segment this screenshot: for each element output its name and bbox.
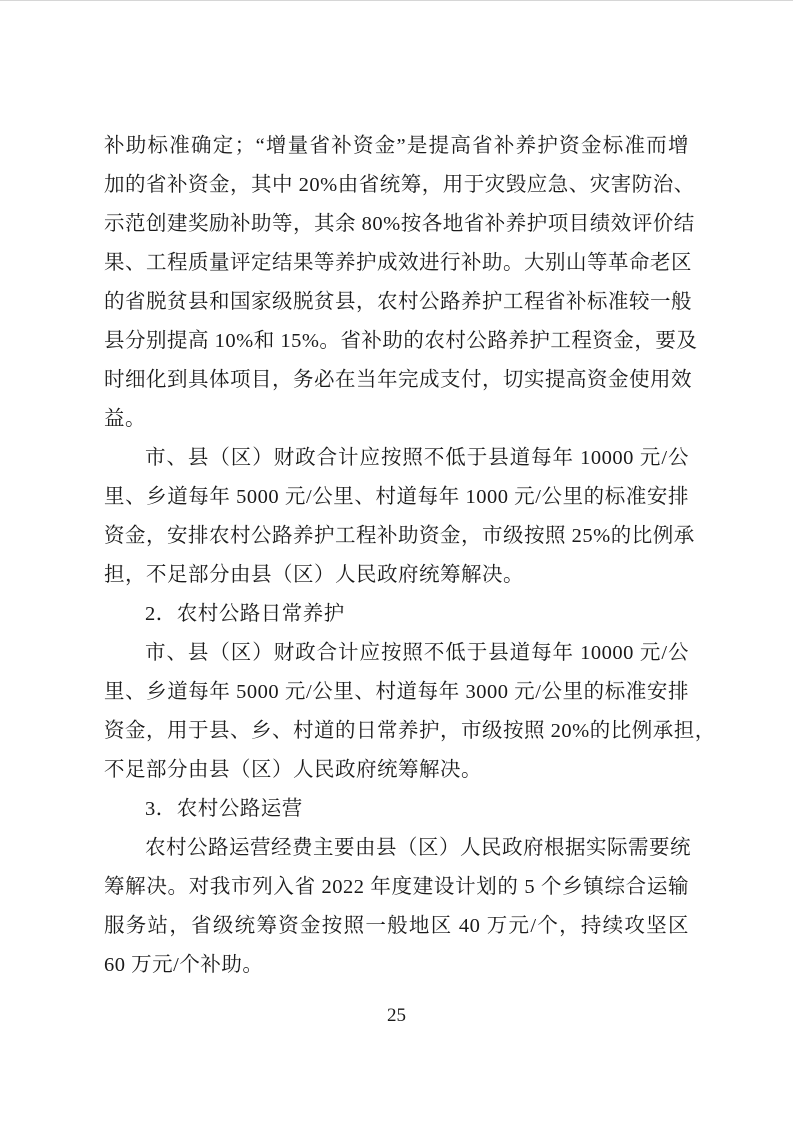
text-line: 加的省补资金，其中 20%由省统筹，用于灾毁应急、灾害防治、 [104, 174, 695, 196]
section-heading-3: 3．农村公路运营 [145, 798, 303, 820]
section-heading-2: 2．农村公路日常养护 [145, 603, 345, 625]
text-line: 里、乡道每年 5000 元/公里、村道每年 1000 元/公里的标准安排 [104, 486, 689, 508]
text-line: 的省脱贫县和国家级脱贫县，农村公路养护工程省补标准较一般 [104, 291, 692, 313]
text-line: 市、县（区）财政合计应按照不低于县道每年 10000 元/公 [145, 642, 689, 664]
text-line: 县分别提高 10%和 15%。省补助的农村公路养护工程资金，要及 [104, 330, 698, 352]
text-line: 60 万元/个补助。 [104, 954, 264, 976]
text-line: 里、乡道每年 5000 元/公里、村道每年 3000 元/公里的标准安排 [104, 681, 689, 703]
page-number: 25 [387, 1005, 406, 1026]
text-line: 示范创建奖励补助等，其余 80%按各地省补养护项目绩效评价结 [104, 213, 695, 235]
text-line: 时细化到具体项目，务必在当年完成支付，切实提高资金使用效 [104, 369, 692, 391]
text-line: 资金，用于县、乡、村道的日常养护，市级按照 20%的比例承担， [104, 720, 716, 742]
text-line: 资金，安排农村公路养护工程补助资金，市级按照 25%的比例承 [104, 525, 695, 547]
text-line: 农村公路运营经费主要由县（区）人民政府根据实际需要统 [145, 837, 691, 859]
text-line: 果、工程质量评定结果等养护成效进行补助。大别山等革命老区 [104, 252, 692, 274]
text-line: 市、县（区）财政合计应按照不低于县道每年 10000 元/公 [145, 447, 689, 469]
text-line: 筹解决。对我市列入省 2022 年度建设计划的 5 个乡镇综合运输 [104, 876, 689, 898]
text-line: 益。 [104, 408, 146, 430]
text-line: 补助标准确定；“增量省补资金”是提高省补养护资金标准而增 [104, 135, 689, 157]
text-line: 不足部分由县（区）人民政府统筹解决。 [104, 759, 482, 781]
text-line: 服务站，省级统筹资金按照一般地区 40 万元/个，持续攻坚区 [104, 915, 689, 937]
text-line: 担，不足部分由县（区）人民政府统筹解决。 [104, 564, 524, 586]
body-text [104, 127, 716, 985]
page-top-edge [0, 0, 793, 1]
